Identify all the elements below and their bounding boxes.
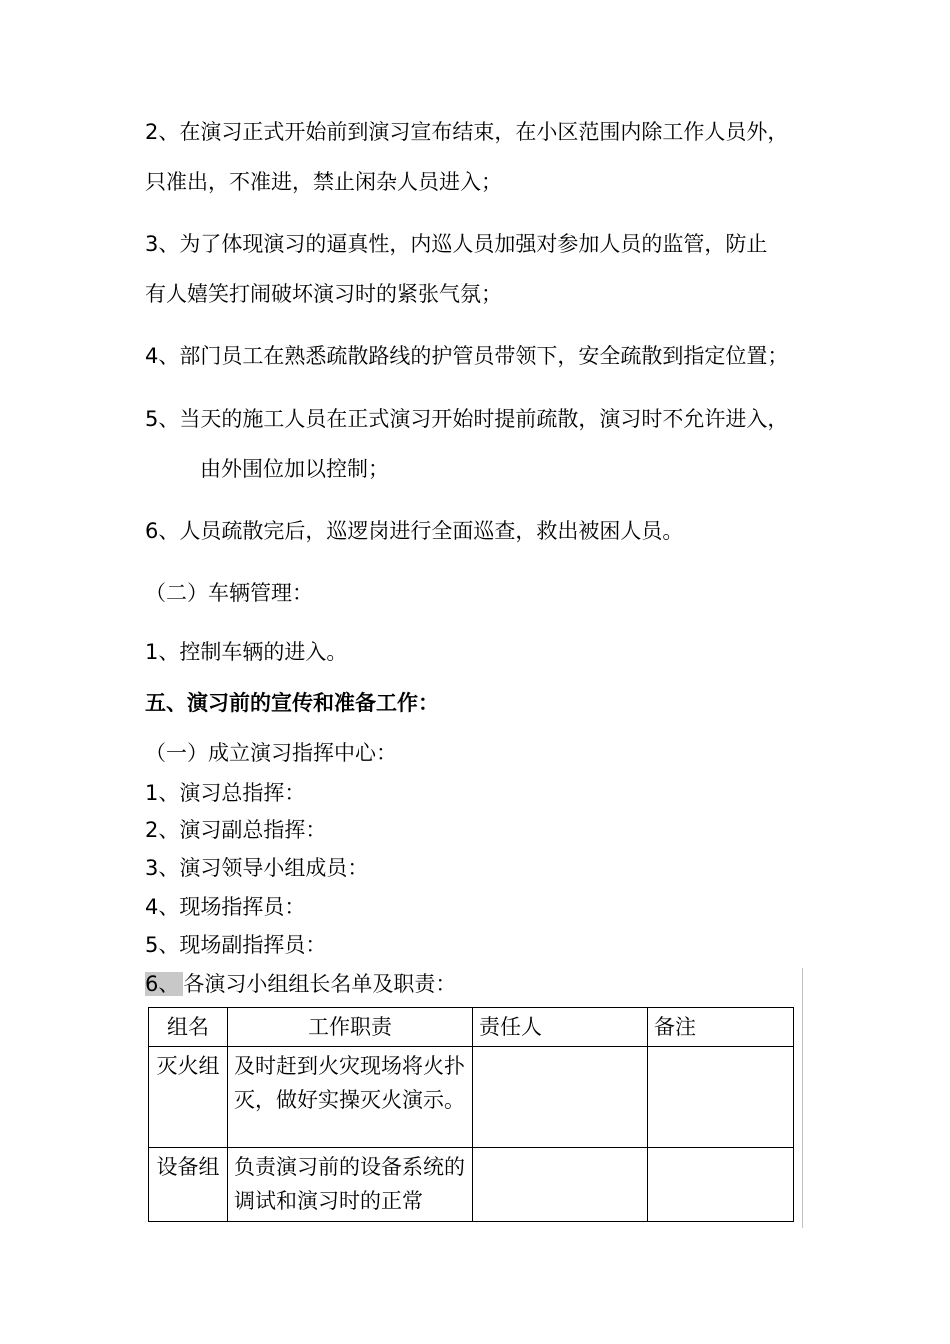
- paragraph-line: 2、在演习正式开始前到演习宣布结束，在小区范围内除工作人员外，: [145, 120, 789, 144]
- duty-cell: 负责演习前的设备系统的调试和演习时的正常: [228, 1148, 473, 1222]
- list-item: 3、演习领导小组成员：: [145, 856, 369, 880]
- subsection-heading: （一）成立演习指挥中心：: [145, 741, 397, 765]
- note-cell: [648, 1047, 794, 1148]
- list-item-text: 各演习小组组长名单及职责：: [183, 972, 457, 996]
- paragraph-line: 由外围位加以控制；: [200, 457, 389, 481]
- table-header-row: [149, 1008, 794, 1047]
- list-item: 2、演习副总指挥：: [145, 818, 327, 842]
- section-heading: 五、演习前的宣传和准备工作：: [145, 691, 439, 715]
- list-item: 1、演习总指挥：: [145, 781, 306, 805]
- duty-table: [148, 1007, 794, 1222]
- paragraph-line: 4、部门员工在熟悉疏散路线的护管员带领下，安全疏散到指定位置；: [145, 344, 789, 368]
- header-cell: 责任人: [473, 1008, 648, 1047]
- list-item: [145, 970, 456, 998]
- header-cell: 工作职责: [228, 1008, 473, 1047]
- paragraph-line: 1、控制车辆的进入。: [145, 640, 348, 664]
- paragraph-line: 6、人员疏散完后，巡逻岗进行全面巡查，救出被困人员。: [145, 519, 684, 543]
- table-row: [149, 1148, 794, 1222]
- group-cell: 设备组: [149, 1148, 228, 1222]
- group-cell: 灭火组: [149, 1047, 228, 1148]
- highlighted-number: 6、: [145, 972, 183, 996]
- duty-cell: 及时赶到火灾现场将火扑灭，做好实操灭火演示。: [228, 1047, 473, 1148]
- list-item: 5、现场副指挥员：: [145, 933, 327, 957]
- header-cell: 备注: [648, 1008, 794, 1047]
- subsection-heading: （二）车辆管理：: [145, 581, 313, 605]
- table-frame-line: [802, 968, 803, 1228]
- table-row: [149, 1047, 794, 1148]
- paragraph-line: 有人嬉笑打闹破坏演习时的紧张气氛；: [145, 282, 502, 306]
- person-cell: [473, 1148, 648, 1222]
- paragraph-line: 5、当天的施工人员在正式演习开始时提前疏散，演习时不允许进入，: [145, 407, 789, 431]
- list-item: 4、现场指挥员：: [145, 895, 306, 919]
- paragraph-line: 只准出，不准进，禁止闲杂人员进入；: [145, 170, 502, 194]
- header-cell: 组名: [149, 1008, 228, 1047]
- note-cell: [648, 1148, 794, 1222]
- person-cell: [473, 1047, 648, 1148]
- paragraph-line: 3、为了体现演习的逼真性，内巡人员加强对参加人员的监管，防止: [145, 232, 768, 256]
